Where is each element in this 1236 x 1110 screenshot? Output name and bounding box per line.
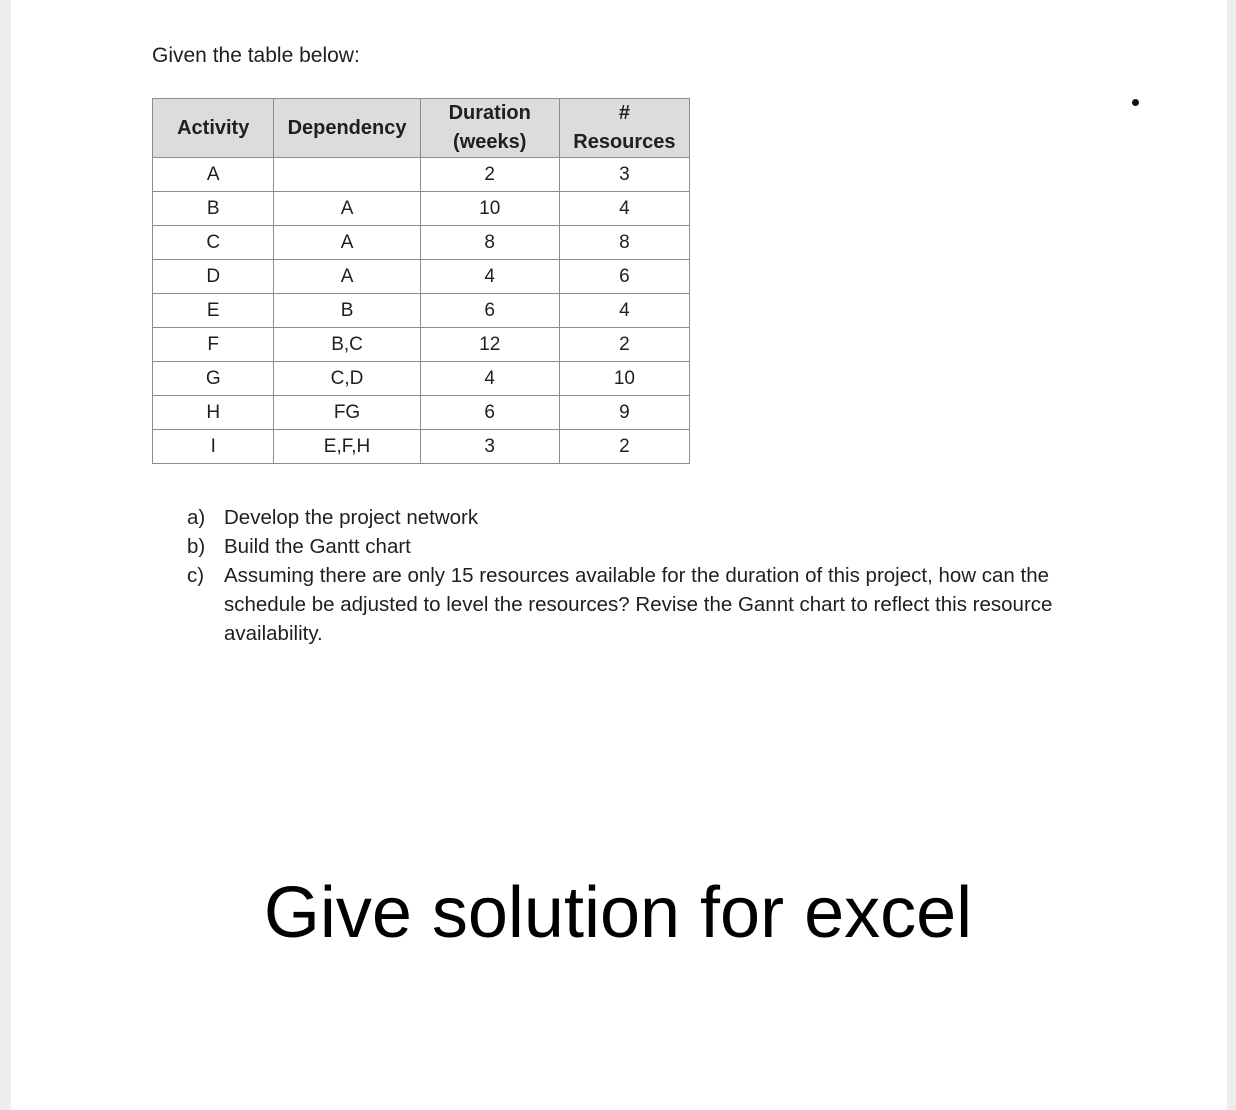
- table-row: [153, 430, 690, 464]
- cell-activity: H: [153, 396, 274, 430]
- cell-duration: 6: [420, 396, 559, 430]
- cell-resources: 6: [559, 260, 689, 294]
- cell-activity: G: [153, 362, 274, 396]
- header-resources-line2: Resources: [573, 131, 676, 153]
- cell-resources: 9: [559, 396, 689, 430]
- table-row: [153, 260, 690, 294]
- question-text: Develop the project network: [224, 506, 479, 529]
- activity-table: [152, 98, 690, 464]
- cell-dependency: B,C: [274, 328, 420, 362]
- cell-resources: 8: [559, 226, 689, 260]
- cell-dependency: FG: [274, 396, 420, 430]
- question-text: Assuming there are only 15 resources available for the duration of this project, how can the schedule be adjusted to level the resources? Revise the Gannt chart to reflect this resource availability.: [224, 564, 1053, 645]
- cell-resources: 4: [559, 294, 689, 328]
- cell-duration: 4: [420, 362, 559, 396]
- header-activity: Activity: [153, 99, 274, 158]
- header-resources-line1: #: [618, 102, 630, 124]
- cell-duration: 2: [420, 158, 559, 192]
- cell-duration: 6: [420, 294, 559, 328]
- table-row: [153, 396, 690, 430]
- table-row: [153, 328, 690, 362]
- cell-dependency: E,F,H: [274, 430, 420, 464]
- cell-dependency: A: [274, 260, 420, 294]
- question-item: [187, 561, 1087, 648]
- cell-activity: B: [153, 192, 274, 226]
- table-row: [153, 226, 690, 260]
- cell-activity: D: [153, 260, 274, 294]
- cell-duration: 8: [420, 226, 559, 260]
- stray-dot: [1132, 99, 1139, 106]
- header-resources: [559, 99, 689, 158]
- cell-dependency: A: [274, 226, 420, 260]
- question-marker: a): [187, 506, 206, 529]
- header-duration-line1: Duration: [448, 102, 531, 124]
- question-text: Build the Gantt chart: [224, 535, 411, 558]
- cell-duration: 10: [420, 192, 559, 226]
- cell-activity: I: [153, 430, 274, 464]
- question-item: [187, 503, 1087, 532]
- cell-duration: 3: [420, 430, 559, 464]
- cell-dependency: B: [274, 294, 420, 328]
- question-marker: b): [187, 535, 206, 558]
- cell-dependency: C,D: [274, 362, 420, 396]
- table-row: [153, 362, 690, 396]
- header-duration: [420, 99, 559, 158]
- cell-activity: A: [153, 158, 274, 192]
- cell-activity: C: [153, 226, 274, 260]
- cell-activity: F: [153, 328, 274, 362]
- cell-resources: 2: [559, 430, 689, 464]
- question-item: [187, 532, 1087, 561]
- header-duration-line2: (weeks): [453, 131, 527, 153]
- overlay-caption: Give solution for excel: [263, 873, 973, 953]
- cell-activity: E: [153, 294, 274, 328]
- cell-resources: 3: [559, 158, 689, 192]
- cell-resources: 2: [559, 328, 689, 362]
- table-row: [153, 158, 690, 192]
- table-header-row: [153, 99, 690, 158]
- cell-duration: 4: [420, 260, 559, 294]
- cell-dependency: A: [274, 192, 420, 226]
- cell-dependency: [274, 158, 420, 192]
- table-row: [153, 294, 690, 328]
- table-row: [153, 192, 690, 226]
- cell-resources: 10: [559, 362, 689, 396]
- question-list: [187, 503, 1087, 648]
- intro-text: Given the table below:: [152, 44, 360, 67]
- header-dependency: Dependency: [274, 99, 420, 158]
- cell-resources: 4: [559, 192, 689, 226]
- question-marker: c): [187, 564, 205, 587]
- cell-duration: 12: [420, 328, 559, 362]
